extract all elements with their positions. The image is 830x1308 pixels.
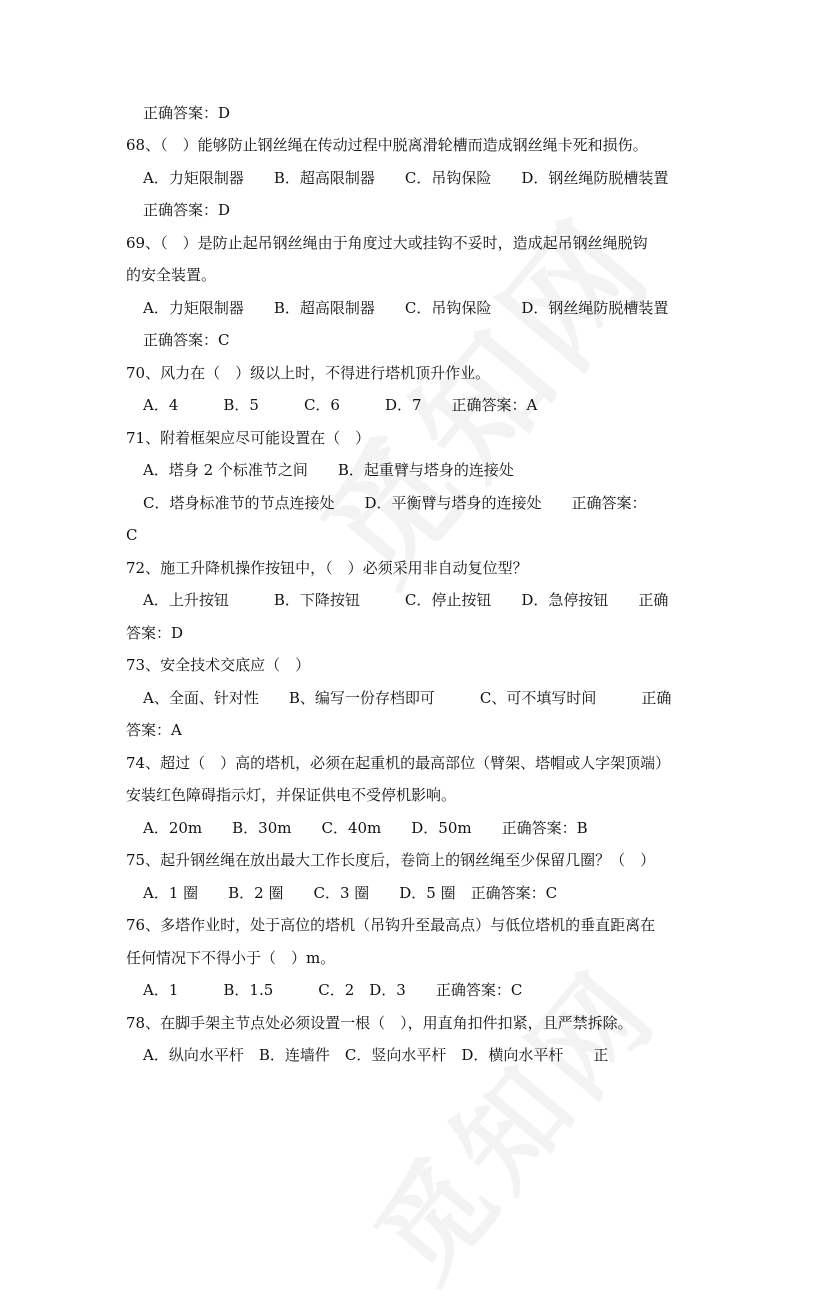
question-line: 任何情况下不得小于（ ）m。 [126, 949, 336, 967]
question-line: 68、（ ）能够防止钢丝绳在传动过程中脱离滑轮槽而造成钢丝绳卡死和损伤。 [126, 136, 648, 154]
options-line: A、全面、针对性 B、编写一份存档即可 C、可不填写时间 正确 [143, 689, 672, 707]
question-line: 78、在脚手架主节点处必须设置一根（ ），用直角扣件扣紧，且严禁拆除。 [126, 1014, 633, 1032]
answer-line: 正确答案：D [143, 201, 231, 219]
question-line: 75、起升钢丝绳在放出最大工作长度后，卷筒上的钢丝绳至少保留几圈？（ ） [126, 851, 656, 869]
options-line: A．纵向水平杆 B．连墙件 C．竖向水平杆 D．横向水平杆 正 [143, 1046, 609, 1064]
options-line: A．力矩限制器 B．超高限制器 C．吊钩保险 D．钢丝绳防脱槽装置 [143, 299, 669, 317]
question-line: 74、超过（ ）高的塔机，必须在起重机的最高部位（臂架、塔帽或人字架顶端） [126, 754, 671, 772]
question-line: 76、多塔作业时，处于高位的塔机（吊钩升至最高点）与低位塔机的垂直距离在 [126, 916, 656, 934]
question-line: 安装红色障碍指示灯，并保证供电不受停机影响。 [126, 786, 457, 804]
options-line: A．力矩限制器 B．超高限制器 C．吊钩保险 D．钢丝绳防脱槽装置 [143, 169, 669, 187]
question-line: 72、施工升降机操作按钮中，（ ）必须采用非自动复位型？ [126, 559, 528, 577]
options-line: A．20m B．30m C．40m D．50m 正确答案：B [143, 819, 588, 837]
options-line: A．1 B．1.5 C．2 D．3 正确答案：C [143, 981, 523, 999]
answer-line: C [126, 526, 138, 544]
answer-line: 正确答案：D [143, 104, 231, 122]
answer-line: 答案：D [126, 624, 184, 642]
question-line: 69、（ ）是防止起吊钢丝绳由于角度过大或挂钩不妥时，造成起吊钢丝绳脱钩 [126, 234, 648, 252]
options-line: A．塔身 2 个标准节之间 B．起重臂与塔身的连接处 [143, 461, 514, 479]
options-line: A．4 B．5 C．6 D．7 正确答案：A [143, 396, 538, 414]
answer-line: 答案：A [126, 721, 182, 739]
question-line: 的安全装置。 [126, 266, 217, 284]
options-line: A．上升按钮 B．下降按钮 C．停止按钮 D．急停按钮 正确 [143, 591, 669, 609]
options-line: A．1 圈 B．2 圈 C．3 圈 D．5 圈 正确答案：C [143, 884, 558, 902]
answer-line: 正确答案：C [143, 331, 230, 349]
question-line: 73、安全技术交底应（ ） [126, 656, 311, 674]
question-line: 70、风力在（ ）级以上时，不得进行塔机顶升作业。 [126, 364, 491, 382]
options-line: C．塔身标准节的节点连接处 D．平衡臂与塔身的连接处 正确答案： [143, 494, 647, 512]
question-line: 71、附着框架应尽可能设置在（ ） [126, 429, 371, 447]
